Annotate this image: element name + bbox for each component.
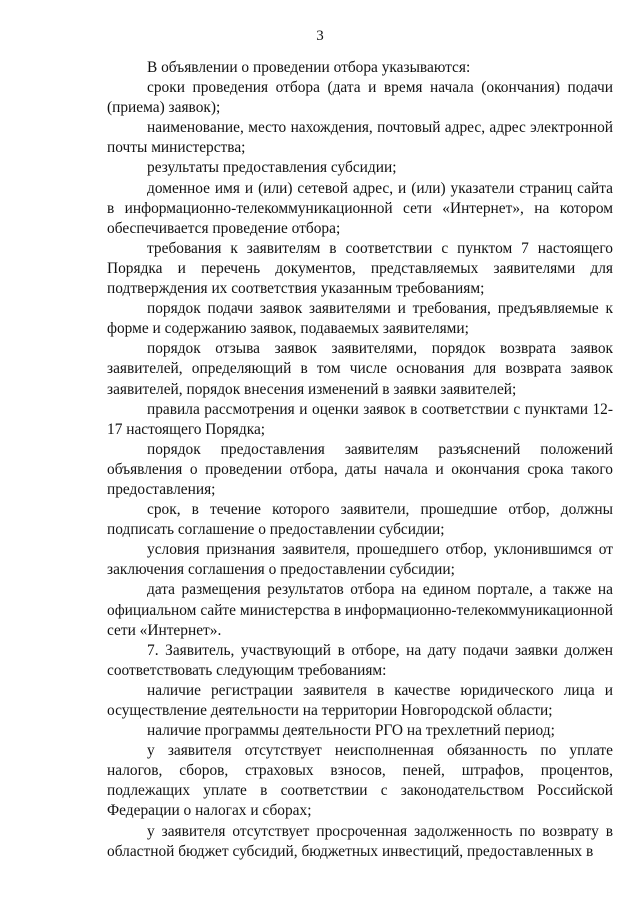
paragraph-applicant-requirements: требования к заявителям в соответствии с пунктом 7 настоящего Порядка и перечень документов, представляемых заявителями для подтверждения их соответствия указанным требованиям; — [107, 239, 613, 298]
paragraph-announcement-intro: В объявлении о проведении отбора указываются: — [147, 59, 471, 76]
paragraph-agreement-deadline: срок, в течение которого заявители, прошедшие отбор, должны подписать соглашение о предоставлении субсидии; — [107, 501, 613, 539]
paragraph-clarifications: порядок предоставления заявителям разъяснений положений объявления о проведении отбора, даты начала и окончания срока такого предоставления; — [107, 440, 613, 498]
document-body — [107, 58, 613, 862]
paragraph-program: наличие программы деятельности РГО на трехлетний период; — [147, 722, 555, 740]
paragraph-application-withdrawal: порядок отзыва заявок заявителями, порядок возврата заявок заявителей, определяющий в том числе основания для возврата заявок заявителей, порядок внесения изменений в заявки заявителей; — [107, 340, 613, 398]
paragraph-results-publication: дата размещения результатов отбора на едином портале, а также на официальном сайте министерства в информационно-телекоммуникационной сети «Интернет». — [107, 581, 613, 639]
paragraph-domain-name: доменное имя и (или) сетевой адрес, и (или) указатели страниц сайта в информационно-телекоммуникационной сети «Интернет», на котором обеспечивается проведение отбора; — [107, 179, 613, 237]
paragraph-tax-obligations: у заявителя отсутствует неисполненная обязанность по уплате налогов, сборов, страховых взносов, пеней, штрафов, процентов, подлежащих уплате в соответствии с законодательством Российской Федерации о налогах и сборах; — [107, 742, 613, 820]
paragraph-subsidy-results: результаты предоставления субсидии; — [147, 159, 397, 177]
paragraph-evaluation-rules: правила рассмотрения и оценки заявок в соответствии с пунктами 12-17 настоящего Порядка; — [107, 400, 613, 438]
paragraph-overdue-debt: у заявителя отсутствует просроченная задолженность по возврату в областной бюджет субсидий, бюджетных инвестиций, предоставленных в — [107, 822, 613, 860]
paragraph-section-7: 7. Заявитель, участвующий в отборе, на дату подачи заявки должен соответствовать следующим требованиям: — [107, 641, 613, 679]
page-number: 3 — [316, 28, 324, 44]
paragraph-application-procedure: порядок подачи заявок заявителями и требования, предъявляемые к форме и содержанию заявок, подаваемых заявителями; — [107, 300, 613, 338]
paragraph-evasion-conditions: условия признания заявителя, прошедшего отбор, уклонившимся от заключения соглашения о предоставлении субсидии; — [107, 541, 613, 579]
paragraph-ministry-contacts: наименование, место нахождения, почтовый адрес, адрес электронной почты министерства; — [107, 119, 613, 157]
paragraph-selection-dates: сроки проведения отбора (дата и время начала (окончания) подачи (приема) заявок); — [107, 79, 613, 117]
paragraph-registration: наличие регистрации заявителя в качестве юридического лица и осуществление деятельности на территории Новгородской области; — [107, 681, 613, 719]
